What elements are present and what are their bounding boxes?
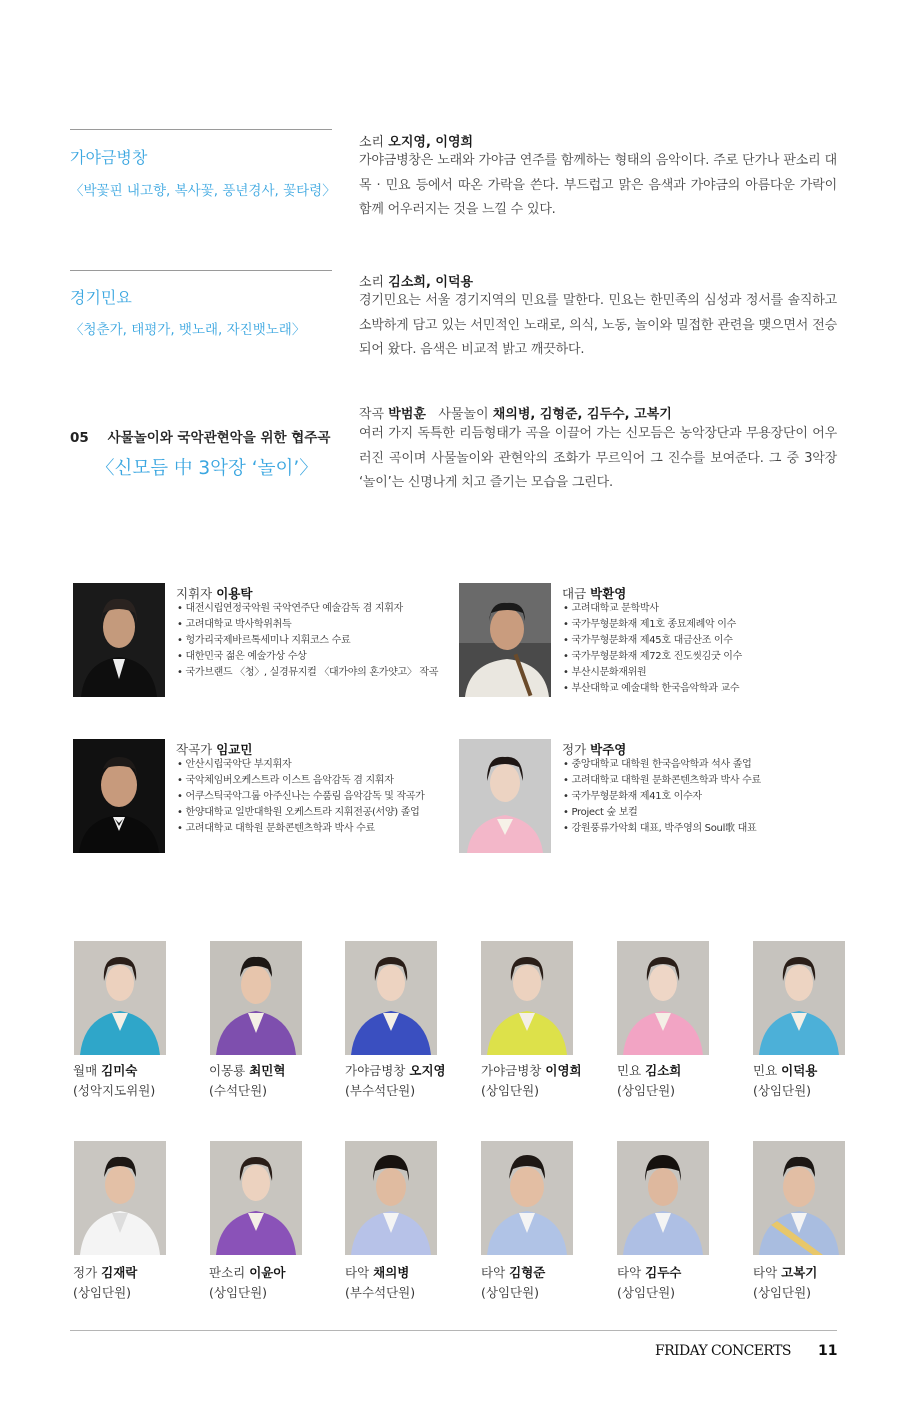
performer-name: 고복기 — [781, 1265, 818, 1280]
list-item: • 어쿠스틱국악그룹 아주신나는 수품림 음악감독 및 작곡가 — [177, 789, 425, 805]
footer-brand: FRIDAY CONCERTS — [655, 1343, 791, 1359]
performer-name: 김두수 — [645, 1265, 682, 1280]
performer-photo — [210, 941, 302, 1055]
performer-photo — [210, 1141, 302, 1255]
performer-photo — [481, 941, 573, 1055]
performer-caption — [617, 1061, 681, 1079]
performer-caption — [617, 1263, 681, 1281]
performer-rank: (상임단원) — [617, 1083, 676, 1098]
bio-list — [177, 757, 425, 837]
portrait-photo — [73, 583, 165, 697]
performer-name: 김소희 — [645, 1063, 682, 1078]
performer-rank: (성악지도위원) — [73, 1083, 156, 1098]
list-item: • 국악체임버오케스트라 이스트 음악감독 겸 지휘자 — [177, 773, 425, 789]
list-item: • 고려대학교 대학원 문화콘텐츠학과 박사 수료 — [563, 773, 761, 789]
credit-names: 오지영, 이영희 — [388, 135, 474, 150]
performer-caption — [73, 1061, 137, 1079]
list-item: • 국가무형문화재 제1호 종묘제례악 이수 — [563, 617, 742, 633]
credit-line — [359, 271, 473, 290]
bio-heading — [176, 584, 252, 602]
list-item: • 헝가리국제바르톡세미나 지휘코스 수료 — [177, 633, 438, 649]
performer-role: 판소리 — [209, 1265, 246, 1280]
page-number: 11 — [818, 1343, 838, 1359]
bio-heading — [562, 584, 626, 602]
performer-role: 민요 — [753, 1063, 778, 1078]
section-number: 05 — [70, 430, 89, 446]
performer-role: 타악 — [617, 1265, 642, 1280]
performer-photo — [617, 1141, 709, 1255]
performer-photo — [617, 941, 709, 1055]
performer-photo — [753, 1141, 845, 1255]
performer-name: 김재락 — [101, 1265, 138, 1280]
performer-photo — [74, 941, 166, 1055]
performer-photo — [74, 1141, 166, 1255]
performer-caption — [481, 1263, 545, 1281]
section-subtitle: 〈청춘가, 태평가, 뱃노래, 자진뱃노래〉 — [70, 322, 306, 338]
performer-role: 정가 — [73, 1265, 98, 1280]
composer-label: 작곡 — [359, 407, 385, 422]
samul-names: 채의병, 김형준, 김두수, 고복기 — [492, 407, 672, 422]
bio-heading — [176, 740, 252, 758]
performer-caption — [753, 1263, 817, 1281]
list-item: • 국가무형문화재 제72호 진도씻김굿 이수 — [563, 649, 742, 665]
performer-role: 타악 — [753, 1265, 778, 1280]
performer-caption — [481, 1061, 582, 1079]
portrait-photo — [73, 739, 165, 853]
performer-rank: (상임단원) — [753, 1285, 812, 1300]
list-item: • 부산대학교 예술대학 한국음악학과 교수 — [563, 681, 742, 697]
portrait-photo — [459, 583, 551, 697]
performer-caption — [73, 1263, 137, 1281]
credit-line — [359, 131, 473, 150]
portrait-photo — [459, 739, 551, 853]
list-item: • 대전시립연정국악원 국악연주단 예술감독 겸 지휘자 — [177, 601, 438, 617]
list-item: • 국가무형문화재 제41호 이수자 — [563, 789, 761, 805]
list-item: • 부산시문화재위원 — [563, 665, 742, 681]
performer-rank: (상임단원) — [481, 1083, 540, 1098]
section-body: 경기민요는 서울 경기지역의 민요를 말한다. 민요는 한민족의 심성과 정서를 솔직하고 소박하게 담고 있는 서민적인 노래로, 의식, 노동, 놀이와 밀접한 관련을 맺으면서 전승되어 왔다. 음색은 비교적 밝고 깨끗하다. — [359, 293, 837, 357]
composer-name: 박범훈 — [388, 407, 426, 422]
samul-label: 사물놀이 — [438, 407, 489, 422]
performer-caption — [345, 1263, 409, 1281]
performer-name: 이영희 — [545, 1063, 582, 1078]
performer-photo — [481, 1141, 573, 1255]
bio-list — [563, 601, 742, 697]
performer-name: 이윤아 — [249, 1265, 286, 1280]
performer-caption — [753, 1061, 817, 1079]
section-divider — [70, 270, 332, 271]
performer-rank: (수석단원) — [209, 1083, 268, 1098]
section-subtitle: 〈신모듬 中 3악장 ‘놀이’〉 — [96, 458, 318, 479]
section-divider — [70, 129, 332, 130]
performer-rank: (상임단원) — [617, 1285, 676, 1300]
section-body: 가야금병창은 노래와 가야금 연주를 함께하는 형태의 음악이다. 주로 단가나 판소리 대목 · 민요 등에서 따온 가락을 쓴다. 부드럽고 맑은 음색과 가야금의 아름다운 가락이 함께 어우러지는 것을 느낄 수 있다. — [359, 153, 837, 217]
bio-role: 정가 — [562, 742, 587, 757]
section-heading — [70, 426, 330, 446]
section-title: 사물놀이와 국악관현악을 위한 협주곡 — [107, 430, 331, 446]
list-item: • 고려대학교 대학원 문화콘텐츠학과 박사 수료 — [177, 821, 425, 837]
list-item: • 고려대학교 박사학위취득 — [177, 617, 438, 633]
performer-rank: (상임단원) — [481, 1285, 540, 1300]
list-item: • 국가무형문화재 제45호 대금산조 이수 — [563, 633, 742, 649]
section-subtitle: 〈박꽃핀 내고향, 복사꽃, 풍년경사, 꽃타령〉 — [70, 183, 336, 199]
performer-name: 오지영 — [409, 1063, 446, 1078]
bio-heading — [562, 740, 626, 758]
performer-role: 가야금병창 — [481, 1063, 542, 1078]
performer-rank: (부수석단원) — [345, 1285, 416, 1300]
performer-name: 최민혁 — [249, 1063, 286, 1078]
list-item: • 대한민국 젊은 예술가상 수상 — [177, 649, 438, 665]
section-title: 경기민요 — [70, 288, 132, 307]
bio-list — [563, 757, 761, 837]
performer-role: 민요 — [617, 1063, 642, 1078]
list-item: • 국가브랜드 〈청〉, 실경뮤지컬 〈대가야의 혼가얏고〉 작곡 — [177, 665, 438, 681]
performer-role: 이몽룡 — [209, 1063, 246, 1078]
performer-name: 김형준 — [509, 1265, 546, 1280]
performer-name: 이덕용 — [781, 1063, 818, 1078]
list-item: • 안산시립국악단 부지휘자 — [177, 757, 425, 773]
performer-name: 채의병 — [373, 1265, 410, 1280]
list-item: • Project 숲 보컬 — [563, 805, 761, 821]
bio-name: 임교민 — [216, 742, 253, 757]
footer-divider — [70, 1330, 837, 1331]
list-item: • 고려대학교 문학박사 — [563, 601, 742, 617]
section-body: 여러 가지 독특한 리듬형태가 곡을 이끌어 가는 신모듬은 농악장단과 무용장단이 어우러진 곡이며 사물놀이와 관현악의 조화가 무르익어 그 진수를 보여준다. 그 중 3악장 ‘놀이’는 신명나게 치고 즐기는 모습을 그린다. — [359, 426, 837, 490]
performer-caption — [209, 1061, 285, 1079]
bio-role: 지휘자 — [176, 586, 213, 601]
list-item: • 강원풍류가악회 대표, 박주영의 Soul歌 대표 — [563, 821, 761, 837]
credit-label: 소리 — [359, 275, 385, 290]
performer-caption — [209, 1263, 285, 1281]
credit-line — [359, 403, 672, 422]
performer-role: 가야금병창 — [345, 1063, 406, 1078]
performer-rank: (상임단원) — [753, 1083, 812, 1098]
performer-rank: (부수석단원) — [345, 1083, 416, 1098]
performer-caption — [345, 1061, 446, 1079]
list-item: • 중앙대학교 대학원 한국음악학과 석사 졸업 — [563, 757, 761, 773]
list-item: • 한양대학교 일반대학원 오케스트라 지휘전공(서양) 졸업 — [177, 805, 425, 821]
bio-name: 박주영 — [590, 742, 627, 757]
bio-name: 박환영 — [590, 586, 627, 601]
performer-role: 타악 — [345, 1265, 370, 1280]
performer-photo — [753, 941, 845, 1055]
bio-list — [177, 601, 438, 681]
performer-rank: (상임단원) — [209, 1285, 268, 1300]
credit-names: 김소희, 이덕용 — [388, 275, 474, 290]
performer-name: 김미숙 — [101, 1063, 138, 1078]
performer-role: 타악 — [481, 1265, 506, 1280]
bio-role: 작곡가 — [176, 742, 213, 757]
performer-rank: (상임단원) — [73, 1285, 132, 1300]
performer-role: 월매 — [73, 1063, 98, 1078]
credit-label: 소리 — [359, 135, 385, 150]
section-title: 가야금병창 — [70, 148, 148, 167]
performer-photo — [345, 941, 437, 1055]
bio-role: 대금 — [562, 586, 587, 601]
performer-photo — [345, 1141, 437, 1255]
bio-name: 이용탁 — [216, 586, 253, 601]
